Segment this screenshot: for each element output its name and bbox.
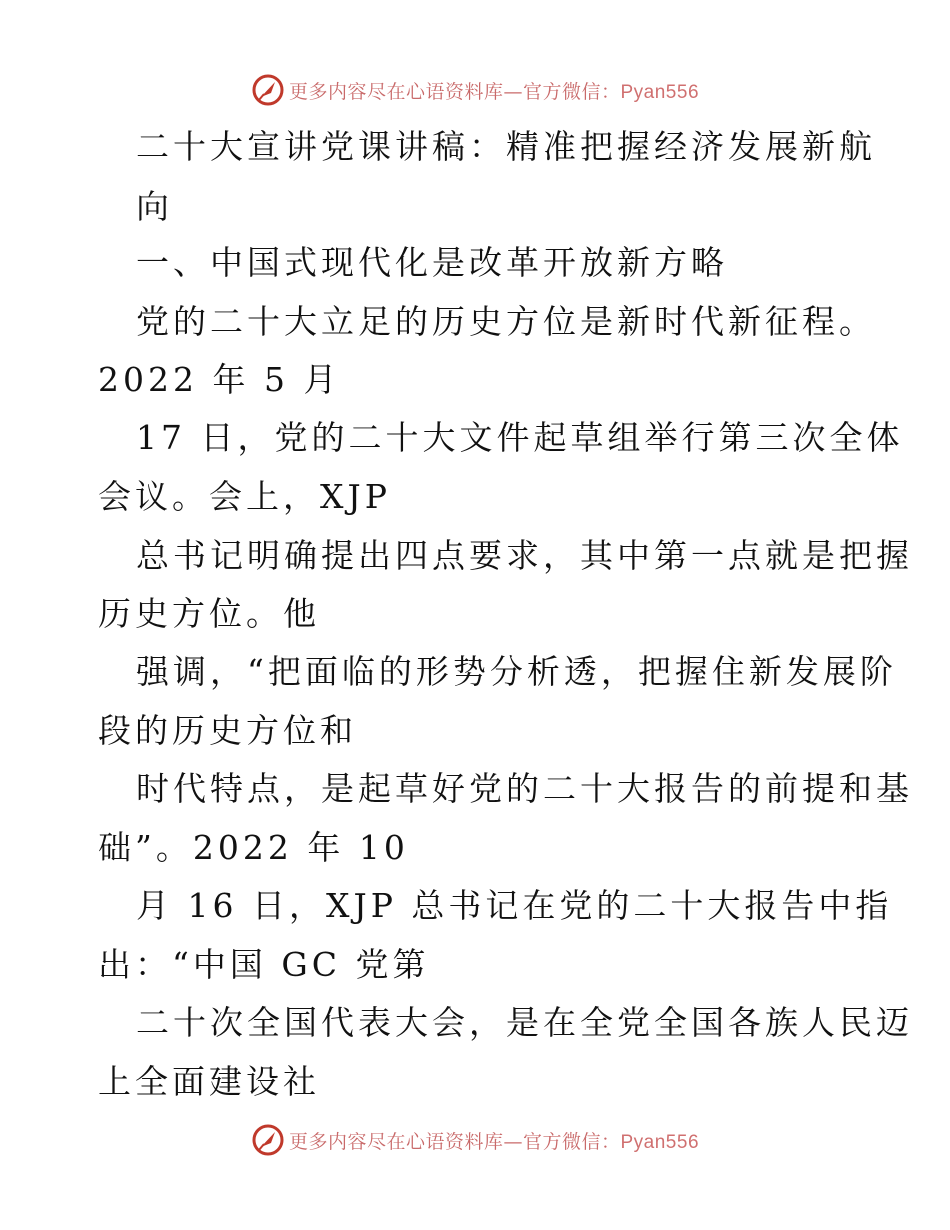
text-line: 二十次全国代表大会，是在全党全国各族人民迈 bbox=[136, 1003, 913, 1042]
text-line: 会议。会上，XJP bbox=[98, 477, 391, 516]
text-line: 17 日，党的二十大文件起草组举行第三次全体 bbox=[136, 418, 904, 457]
text-line: 党的二十大立足的历史方位是新时代新征程。 bbox=[136, 302, 876, 341]
quill-logo-icon bbox=[251, 73, 285, 107]
text-line: 2022 年 5 月 bbox=[98, 360, 341, 399]
title-line-2: 向 bbox=[136, 187, 173, 226]
text-line: 月 16 日，XJP 总书记在党的二十大报告中指 bbox=[136, 886, 893, 925]
footer-watermark bbox=[0, 1120, 950, 1160]
title-line-1: 二十大宣讲党课讲稿：精准把握经济发展新航 bbox=[136, 127, 876, 166]
text-line: 历史方位。他 bbox=[98, 594, 320, 633]
text-line: 时代特点，是起草好党的二十大报告的前提和基 bbox=[136, 769, 913, 808]
text-line: 总书记明确提出四点要求，其中第一点就是把握 bbox=[136, 536, 913, 575]
text-line: 段的历史方位和 bbox=[98, 711, 357, 750]
text-line: 出：“中国 GC 党第 bbox=[98, 945, 430, 984]
quill-logo-icon bbox=[251, 1123, 285, 1157]
watermark-text: 更多内容尽在心语资料库—官方微信：Pyan556 bbox=[288, 80, 700, 103]
header-watermark bbox=[0, 70, 950, 110]
text-line: 上全面建设社 bbox=[98, 1062, 320, 1101]
text-line: 强调，“把面临的形势分析透，把握住新发展阶 bbox=[136, 652, 897, 691]
section-heading: 一、中国式现代化是改革开放新方略 bbox=[136, 243, 728, 282]
text-line: 础”。2022 年 10 bbox=[98, 828, 409, 867]
watermark-text: 更多内容尽在心语资料库—官方微信：Pyan556 bbox=[288, 1130, 700, 1153]
